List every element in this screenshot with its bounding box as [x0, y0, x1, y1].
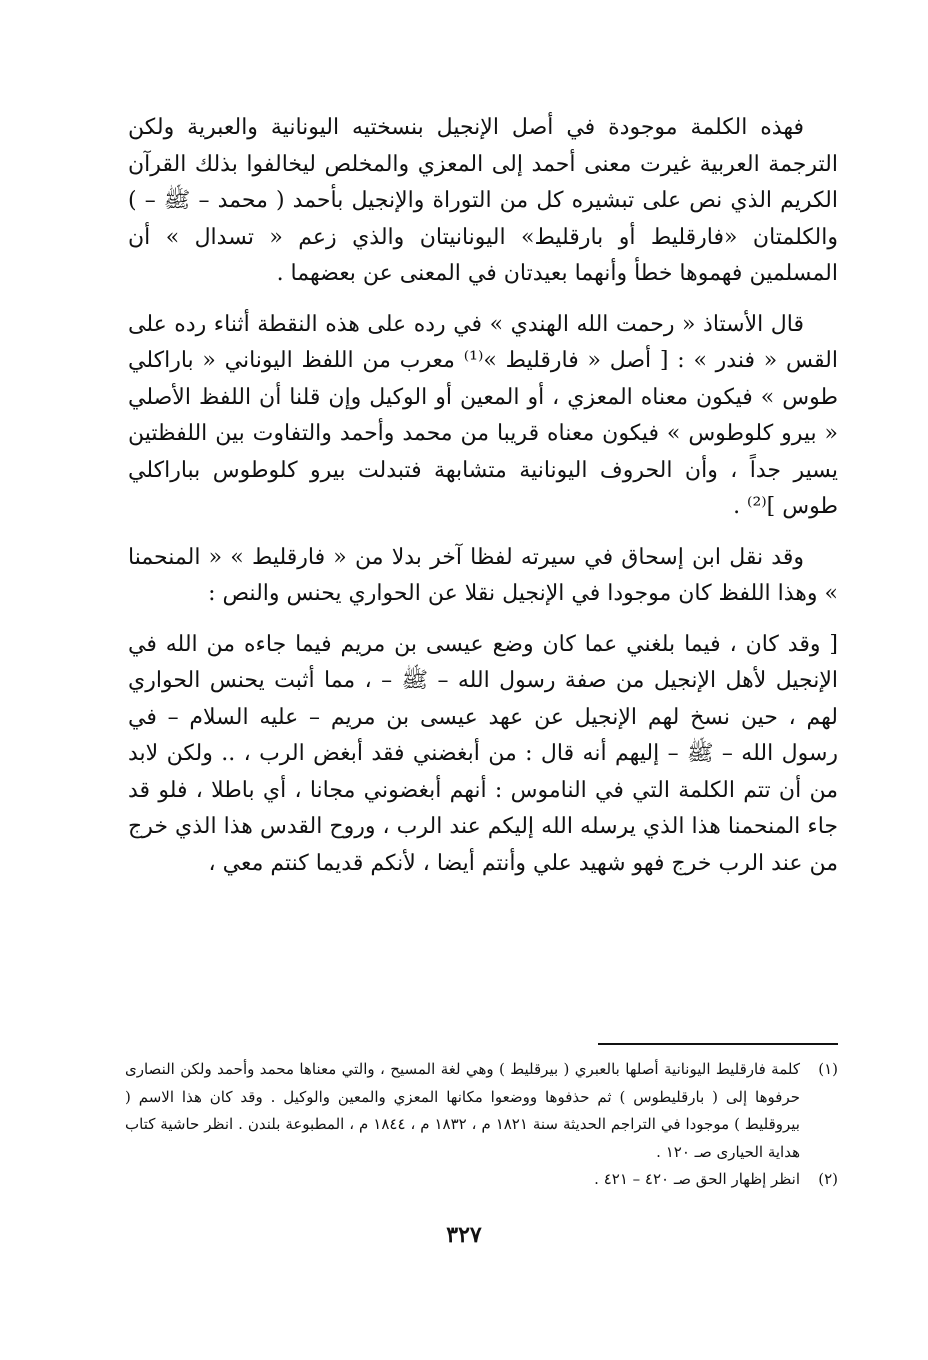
paragraph-4-quote: [ وقد كان ، فيما بلغني عما كان وضع عيسى بن مريم فيما جاءه من الله في الإنجيل لأهل الإنجيل من صفة رسول الله – ﷺ – ، مما أثبت يحنس الحواري لهم ، حين نسخ لهم الإنجيل عن عهد عيسى بن مريم – عليه السلام – في رسول الله – ﷺ – إليهم أنه قال : من أبغضني فقد أبغض الرب ، .. ولكن لابد من أن تتم الكلمة التي في الناموس : أنهم أبغضوني مجانا ، أي باطلا ، فلو قد جاء المنحمنا هذا الذي يرسله الله إليكم عند الرب ، وروح القدس هذا الذي خرج من عند الرب خرج فهو شهيد علي وأنتم أيضا ، لأنكم قديما كنتم معي ، — [128, 631, 838, 876]
footnote-text: كلمة فارقليط اليونانية أصلها بالعبري ( بيرقليط ) وهي لغة المسيح ، والتي معناها محمد وأحمد ولكن النصارى حرفوها إلى ( بارقليطوس ) ثم حذفوها ووضعوا مكانها المعزي والمعين والوكيل . وقد كان هذا الاسم ( بيروقليط ) موجودا في التراجم الحديثة سنة ١٨٢١ م ، ١٨٣٢ م ، ١٨٤٤ م ، المطبوعة بلندن . انظر حاشية كتاب هداية الحيارى صـ ١٢٠ . — [125, 1060, 800, 1161]
footnote-divider — [598, 1043, 838, 1045]
paragraph-1: فهذه الكلمة موجودة في أصل الإنجيل بنسختيه اليونانية والعبرية ولكن الترجمة العربية غيرت معنى أحمد إلى المعزي والمخلص ليخالفوا بذلك القرآن الكريم الذي نص على تبشيره كل من التوراة والإنجيل بأحمد ( محمد – ﷺ – ) والكلمتان «فارقليط أو بارقليط» اليونانيتان والذي زعم « تسدال » أن المسلمين فهموها خطأ وأنهما بعيدتان في المعنى عن بعضهما . — [128, 115, 838, 286]
footnote-2 — [125, 1166, 838, 1194]
footnote-number: (٢) — [818, 1170, 838, 1188]
footnote-number: (١) — [818, 1060, 838, 1078]
paragraph-2: قال الأستاذ « رحمت الله الهندي » في رده على هذه النقطة أثناء رده على القس « فندر » : [ أصل « فارقليط »⁽¹⁾ معرب من اللفظ اليوناني « باراكلي طوس » فيكون معناه المعزي ، أو المعين أو الوكيل وإن قلنا أن اللفظ الأصلي « بيرو كلوطوس » فيكون معناه قريبا من محمد وأحمد والتفاوت بين اللفظتين يسير جداً ، وأن الحروف اليونانية متشابهة فتبدلت بيرو كلوطوس بباراكلي طوس ]⁽²⁾ . — [128, 311, 838, 519]
page-number: ٣٢٧ — [446, 1222, 482, 1248]
footnote-text: انظر إظهار الحق صـ ٤٢٠ – ٤٢١ . — [594, 1170, 800, 1188]
footnote-1 — [125, 1056, 838, 1166]
footnotes — [125, 1056, 838, 1194]
paragraph-3: وقد نقل ابن إسحاق في سيرته لفظا آخر بدلا من « فارقليط » « المنحمنا » وهذا اللفظ كان موجودا في الإنجيل نقلا عن الحواري يحنس والنص : — [128, 544, 838, 606]
main-text — [128, 110, 838, 896]
